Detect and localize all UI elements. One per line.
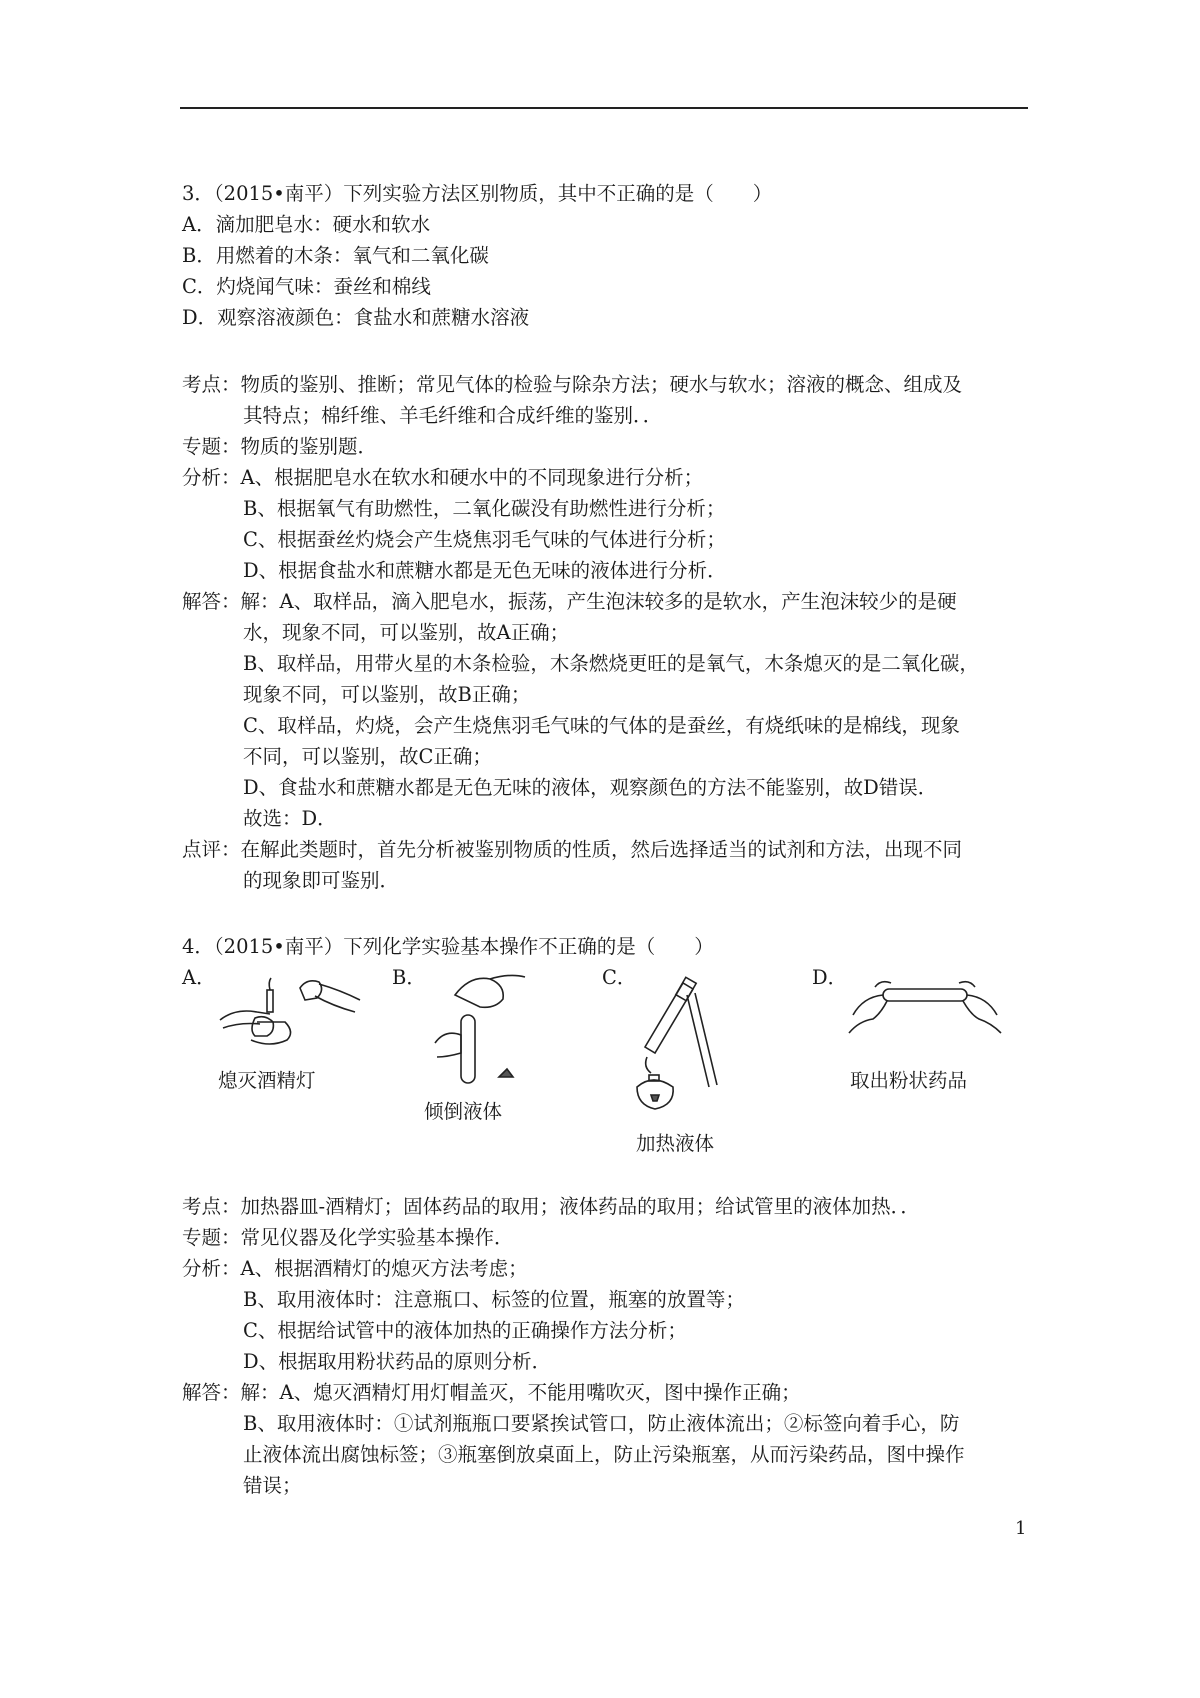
q3-jieda-3: B、取样品，用带火星的木条检验，木条燃烧更旺的是氧气，木条熄灭的是二氧化碳， [243, 652, 979, 675]
q3-option-d: D．观察溶液颜色：食盐水和蔗糖水溶液 [182, 306, 530, 329]
q4-fenxi-b: B、取用液体时：注意瓶口、标签的位置，瓶塞的放置等； [243, 1288, 745, 1311]
q3-jieda-7: D、食盐水和蔗糖水都是无色无味的液体，观察颜色的方法不能鉴别，故D错误． [243, 776, 938, 799]
q3-jieda-2: 水，现象不同，可以鉴别，故A正确； [243, 621, 570, 644]
q3-jieda-6: 不同，可以鉴别，故C正确； [243, 745, 492, 768]
q3-kaodian-line1: 考点：物质的鉴别、推断；常见气体的检验与除杂方法；硬水与软水；溶液的概念、组成及 [182, 373, 963, 396]
q3-dianping-line2: 的现象即可鉴别． [243, 869, 400, 892]
heating-liquid-illustration [625, 975, 745, 1120]
q4-fenxi-d: D、根据取用粉状药品的原则分析． [243, 1350, 552, 1373]
q3-fenxi-b: B、根据氧气有助燃性，二氧化碳没有助燃性进行分析； [243, 497, 726, 520]
page-number: 1 [1015, 1518, 1027, 1539]
q4-figure-b-caption: 倾倒液体 [424, 1100, 503, 1123]
q4-fenxi-a: 分析：A、根据酒精灯的熄灭方法考虑； [182, 1257, 528, 1280]
q4-fenxi-c: C、根据给试管中的液体加热的正确操作方法分析； [243, 1319, 687, 1342]
q3-option-c: C．灼烧闻气味：蚕丝和棉线 [182, 275, 431, 298]
q3-jieda-5: C、取样品，灼烧，会产生烧焦羽毛气味的气体的是蚕丝，有烧纸味的是棉线，现象 [243, 714, 960, 737]
q3-fenxi-d: D、根据食盐水和蔗糖水都是无色无味的液体进行分析． [243, 559, 727, 582]
q4-figure-c-caption: 加热液体 [636, 1132, 715, 1155]
q3-option-b: B．用燃着的木条：氧气和二氧化碳 [182, 244, 489, 267]
q3-dianping-line1: 点评：在解此类题时，首先分析被鉴别物质的性质，然后选择适当的试剂和方法，出现不同 [182, 838, 963, 861]
q4-figure-a-letter: A． [182, 966, 216, 989]
q4-jieda-2: B、取用液体时：①试剂瓶瓶口要紧挨试管口，防止液体流出；②标签向着手心，防 [243, 1412, 960, 1435]
powder-sampling-illustration [845, 975, 1005, 1050]
q4-jieda-3: 止液体流出腐蚀标签；③瓶塞倒放桌面上，防止污染瓶塞，从而污染药品，图中操作 [243, 1443, 965, 1466]
alcohol-lamp-illustration [215, 970, 365, 1050]
q4-stem: 4．（2015•南平）下列化学实验基本操作不正确的是（ ） [182, 935, 714, 958]
q4-figure-c-letter: C． [602, 966, 637, 989]
q4-figure-b-letter: B． [392, 966, 426, 989]
q4-kaodian: 考点：加热器皿-酒精灯；固体药品的取用；液体药品的取用；给试管里的液体加热．． [182, 1195, 920, 1218]
q3-jieda-4: 现象不同，可以鉴别，故B正确； [243, 683, 531, 706]
pouring-liquid-illustration [425, 965, 535, 1090]
q3-zhuanti: 专题：物质的鉴别题． [182, 435, 378, 458]
q3-fenxi-c: C、根据蚕丝灼烧会产生烧焦羽毛气味的气体进行分析； [243, 528, 726, 551]
q3-option-a: A．滴加肥皂水：硬水和软水 [182, 213, 431, 236]
q3-jieda-8: 故选：D． [243, 807, 337, 830]
header-rule [180, 107, 1028, 109]
q4-jieda-4: 错误； [243, 1474, 302, 1497]
q3-jieda-1: 解答：解：A、取样品，滴入肥皂水，振荡，产生泡沫较多的是软水，产生泡沫较少的是硬 [182, 590, 957, 613]
q4-figure-d-letter: D． [812, 966, 848, 989]
q4-zhuanti: 专题：常见仪器及化学实验基本操作． [182, 1226, 514, 1249]
q4-figure-d-caption: 取出粉状药品 [850, 1069, 968, 1092]
q3-fenxi-a: 分析：A、根据肥皂水在软水和硬水中的不同现象进行分析； [182, 466, 704, 489]
q4-figure-a-caption: 熄灭酒精灯 [218, 1069, 316, 1092]
q4-jieda-1: 解答：解：A、熄灭酒精灯用灯帽盖灭，不能用嘴吹灭，图中操作正确； [182, 1381, 801, 1404]
q3-kaodian-line2: 其特点；棉纤维、羊毛纤维和合成纤维的鉴别．． [243, 404, 663, 427]
q3-stem: 3．（2015•南平）下列实验方法区别物质，其中不正确的是（ ） [182, 182, 773, 205]
